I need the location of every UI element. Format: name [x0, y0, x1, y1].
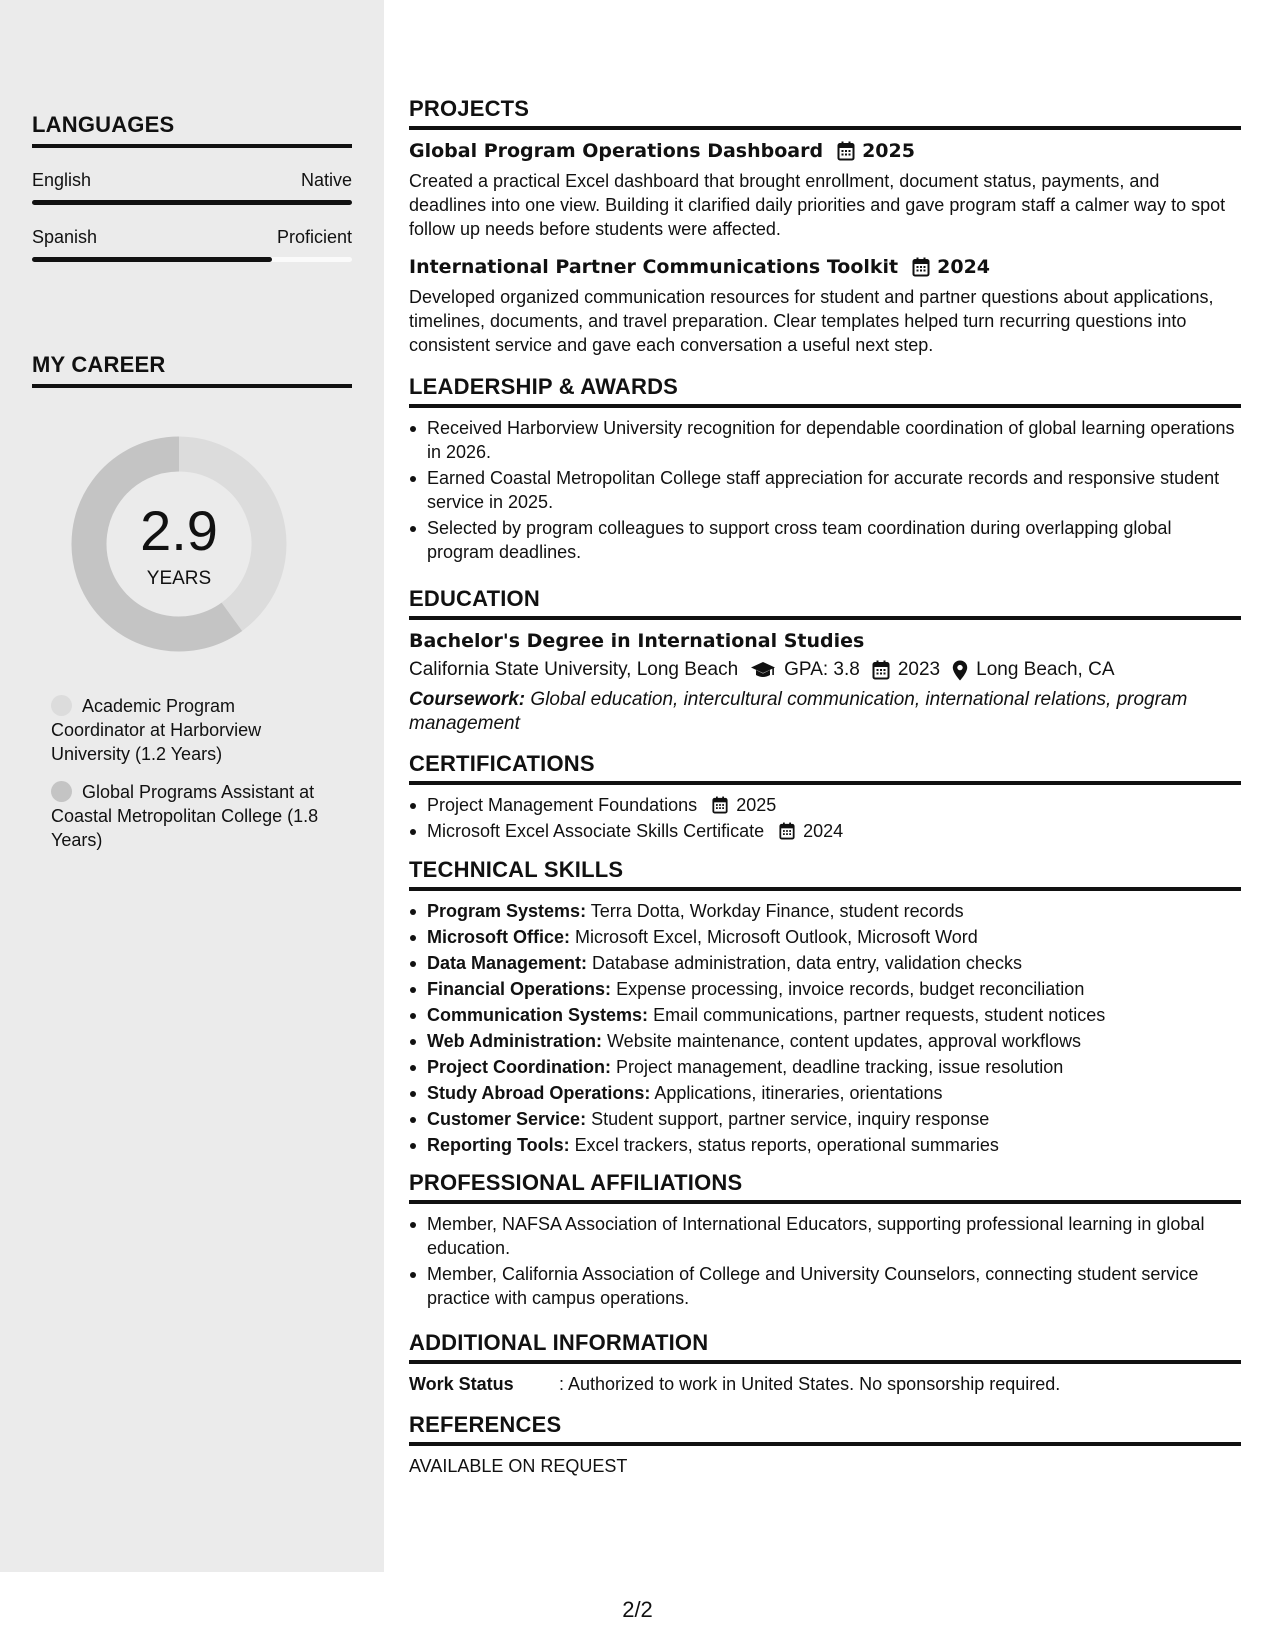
leadership-title: LEADERSHIP & AWARDS	[409, 374, 1241, 408]
school-location: Long Beach, CA	[976, 659, 1115, 680]
project-year: 2024	[937, 256, 991, 278]
skill-value: Email communications, partner requests, student notices	[653, 1005, 1106, 1025]
work-status-value: : Authorized to work in United States. No sponsorship required.	[559, 1374, 1061, 1394]
skills-title: TECHNICAL SKILLS	[409, 857, 1241, 891]
certification-year: 2024	[803, 821, 844, 841]
skill-item	[409, 1003, 1241, 1027]
language-name: English	[32, 170, 92, 190]
project-name: International Partner Communications Toolkit	[409, 256, 899, 278]
education-details	[409, 656, 1241, 684]
project-name: Global Program Operations Dashboard	[409, 140, 824, 162]
language-proficiency-fill	[32, 200, 352, 205]
projects-section	[409, 96, 1241, 357]
school-name: California State University, Long Beach	[409, 659, 739, 680]
skill-value: Database administration, data entry, validation checks	[592, 953, 1022, 973]
career-title: MY CAREER	[32, 352, 352, 388]
references-section	[409, 1412, 1241, 1478]
coursework-label: Coursework:	[409, 689, 526, 710]
affiliations-list	[409, 1212, 1241, 1310]
list-item: Earned Coastal Metropolitan College staff appreciation for accurate records and responsive student service in 2025.	[409, 466, 1241, 514]
skill-label: Communication Systems:	[427, 1005, 649, 1025]
language-proficiency-bar	[32, 257, 352, 262]
graduation-cap-icon	[750, 661, 776, 679]
list-item: Member, California Association of College and University Counselors, connecting student service practice with campus operations.	[409, 1262, 1241, 1310]
skill-value: Student support, partner service, inquiry response	[591, 1109, 990, 1129]
coursework-text: Global education, intercultural communication, international relations, program management	[409, 689, 1188, 734]
project-year: 2025	[862, 140, 915, 162]
additional-section	[409, 1330, 1241, 1396]
skill-label: Program Systems:	[427, 901, 587, 921]
calendar-icon	[837, 141, 855, 161]
page-number: 2/2	[622, 1597, 653, 1622]
calendar-icon	[779, 822, 795, 840]
additional-title: ADDITIONAL INFORMATION	[409, 1330, 1241, 1364]
work-status-label: Work Status	[409, 1374, 514, 1394]
education-title: EDUCATION	[409, 586, 1241, 620]
list-item: Received Harborview University recognition for dependable coordination of global learning operations in 2026.	[409, 416, 1241, 464]
legend-label: Global Programs Assistant at Coastal Metropolitan College (1.8 Years)	[51, 782, 319, 850]
list-item: Member, NAFSA Association of International Educators, supporting professional learning in global education.	[409, 1212, 1241, 1260]
projects-title: PROJECTS	[409, 96, 1241, 130]
project-description: Developed organized communication resources for student and partner questions about applications, timelines, documents, and travel preparation. Clear templates helped turn recurring questions into consistent service and gave each conversation a useful next step.	[409, 287, 1214, 355]
certification-name: Project Management Foundations	[427, 795, 698, 815]
education-section	[409, 586, 1241, 736]
calendar-icon	[712, 796, 728, 814]
graduation-year: 2023	[897, 659, 941, 680]
skill-label: Project Coordination:	[427, 1057, 611, 1077]
language-name: Spanish	[32, 227, 98, 247]
certification-name: Microsoft Excel Associate Skills Certificate	[427, 821, 765, 841]
work-status-row	[409, 1372, 1241, 1396]
career-legend-item	[51, 780, 331, 852]
career-total-value: 2.9	[140, 499, 218, 562]
project-item	[409, 254, 1241, 357]
career-section	[32, 352, 352, 388]
skill-value: Excel trackers, status reports, operational summaries	[574, 1135, 999, 1155]
calendar-icon	[872, 660, 890, 680]
skill-value: Microsoft Excel, Microsoft Outlook, Microsoft Word	[575, 927, 978, 947]
language-item	[32, 170, 352, 205]
skill-label: Study Abroad Operations:	[427, 1083, 651, 1103]
legend-dot	[51, 695, 72, 716]
skill-item	[409, 1107, 1241, 1131]
certification-item	[409, 819, 1241, 843]
skill-item	[409, 1081, 1241, 1105]
language-level: Native	[300, 170, 352, 190]
certification-item	[409, 793, 1241, 817]
language-proficiency-fill	[32, 257, 272, 262]
project-description: Created a practical Excel dashboard that brought enrollment, document status, payments, and deadlines into one view. Building it clarified daily priorities and gave program staff a calmer way to spot follow up needs before students were affected.	[409, 171, 1226, 239]
languages-section	[32, 112, 352, 262]
location-pin-icon	[952, 660, 968, 681]
references-title: REFERENCES	[409, 1412, 1241, 1446]
career-donut-chart	[66, 431, 292, 657]
career-total-unit: YEARS	[146, 568, 212, 589]
career-legend	[51, 694, 331, 866]
certifications-title: CERTIFICATIONS	[409, 751, 1241, 785]
skill-item	[409, 925, 1241, 949]
skill-label: Data Management:	[427, 953, 588, 973]
skill-item	[409, 1055, 1241, 1079]
skills-section	[409, 857, 1241, 1159]
calendar-icon	[912, 257, 930, 277]
skill-label: Financial Operations:	[427, 979, 612, 999]
affiliations-title: PROFESSIONAL AFFILIATIONS	[409, 1170, 1241, 1204]
skill-value: Project management, deadline tracking, issue resolution	[616, 1057, 1064, 1077]
sidebar	[0, 0, 384, 1572]
skill-value: Expense processing, invoice records, budget reconciliation	[616, 979, 1085, 999]
legend-label: Academic Program Coordinator at Harborview University (1.2 Years)	[51, 696, 262, 764]
skill-label: Web Administration:	[427, 1031, 602, 1051]
skill-item	[409, 951, 1241, 975]
gpa: GPA: 3.8	[784, 659, 860, 680]
certifications-list	[409, 793, 1241, 843]
language-proficiency-bar	[32, 200, 352, 205]
language-item	[32, 227, 352, 262]
skill-value: Applications, itineraries, orientations	[654, 1083, 943, 1103]
certification-year: 2025	[736, 795, 777, 815]
certifications-section	[409, 751, 1241, 845]
list-item: Selected by program colleagues to support cross team coordination during overlapping global program deadlines.	[409, 516, 1241, 564]
career-legend-item	[51, 694, 331, 766]
degree-name: Bachelor's Degree in International Studies	[409, 630, 865, 652]
skill-item	[409, 899, 1241, 923]
skill-label: Reporting Tools:	[427, 1135, 570, 1155]
project-item	[409, 138, 1241, 241]
skill-item	[409, 1029, 1241, 1053]
skill-item	[409, 1133, 1241, 1157]
skills-list	[409, 899, 1241, 1157]
leadership-section	[409, 374, 1241, 566]
skill-item	[409, 977, 1241, 1001]
skill-label: Microsoft Office:	[427, 927, 571, 947]
coursework	[409, 688, 1241, 736]
affiliations-section	[409, 1170, 1241, 1312]
legend-dot	[51, 781, 72, 802]
languages-title: LANGUAGES	[32, 112, 352, 148]
leadership-list	[409, 416, 1241, 564]
skill-value: Terra Dotta, Workday Finance, student records	[590, 901, 964, 921]
skill-label: Customer Service:	[427, 1109, 587, 1129]
language-level: Proficient	[276, 227, 352, 247]
skill-value: Website maintenance, content updates, approval workflows	[607, 1031, 1081, 1051]
references-text: AVAILABLE ON REQUEST	[409, 1456, 628, 1476]
